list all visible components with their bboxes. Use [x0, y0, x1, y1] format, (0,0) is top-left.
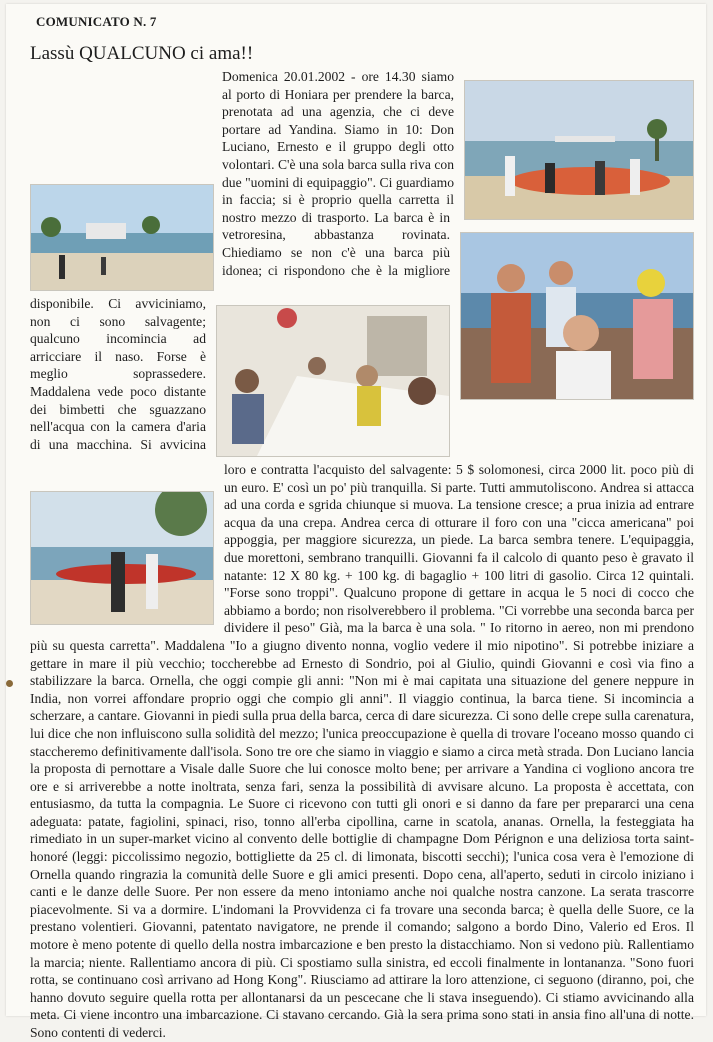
photo-beach-children	[30, 184, 214, 291]
page	[6, 4, 706, 1040]
article-body	[30, 68, 694, 1042]
photo-boat-on-shore	[464, 80, 694, 220]
communique-label: COMUNICATO N. 7	[36, 14, 157, 29]
photo-dinner-table	[216, 305, 450, 457]
photo-group-on-boat	[460, 232, 694, 400]
scan-mark	[6, 680, 13, 687]
article-text: Domenica 20.01.2002 - ore 14.30 siamo al porto di Honiara per prendere la barca, prenotata ad una agenzia, che ci deve portare ad Yandina. Siamo in 10: Don Luciano, Ernesto e il gruppo degli otto volontari. C'è una sola barca sulla riva con due "uomini di equipaggio". Ci guardiamo in faccia; si è proprio quella carretta il nostro mezzo di trasporto. La barca è in vetroresina, abbastanza rovinata. Chiediamo se non c'è una barca più idonea; ci rispondono che è la migliore disponibile. Ci avviciniamo, non ci sono salvagente; qualcuno incomincia ad arricciare il naso. Forse è meglio soprassedere. Maddalena vede poco distante dei bimbetti che sguazzano nell'acqua con la camera d'aria di una macchina. Si avvicina loro e contratta l'acquisto del salvagente: 5 $ solomonesi, circa 2000 lit. poco più di un euro. E' così un po' più tranquilla. Si parte. Tutti ammutoliscono. Andrea si attacca ad una corda e sgrida chiunque si muova. La tensione cresce; a prua inizia ad entrare acqua da una crepa. Andrea cerca di otturare il foro con una "cicca americana" poi appoggia, per maggiore sicurezza, un piede. La barca sembra tenere. L'equipaggia, due morettoni, sembrano tranquilli. Giovanni fa il calcolo di quanto peso è gravato il natante: 12 X 80 kg. + 100 kg. di bagaglio + 100 litri di gasolio. Circa 12 quintali. "Forse sono troppi". Qualcuno propone di gettare in acqua le 5 noci di cocco che abbiamo a bordo; non risolverebbero il problema. "Ci vorrebbe una seconda barca per dividere il peso" Già, ma la barca è una sola. " Io ritorno in aereo, non mi prendono più su questa carretta". Maddalena "Io a giugno divento nonna, voglio vedere il mio nipotino". Si potrebbe iniziare a gettare in mare il più vecchio; toccherebbe ad Ernesto di Sondrio, poi al Giulio, quindi Giovanni e così via fino a stabilizzare la barca. Ornella, che oggi compie gli anni: "Non mi è mai capitata una situazione del genere neppure in India, non vorrei affondare proprio oggi che compio gli anni". Il viaggio continua, la barca tiene. Si incomincia a scherzare, a cantare. Giovanni in piedi sulla prua della barca, cerca di dare sicurezza. Ci sono delle crepe sulla carenatura, lui dice che non influiscono sulla solidità del mezzo; l'unica preoccupazione è quella di trovare l'oceano mosso quando ci staccheremo definitivamente dall'isola. Sono tre ore che siamo in viaggio e siamo a circa metà strada. Don Luciano lancia la proposta di pernottare a Visale dalle Suore che lui conosce molto bene; per arrivare a Yandina ci vogliono ancora tre ore e si arriverebbe a notte inoltrata, senza fari, senza la possibilità di avvisare alcuno. La proposta è accettata, con entusiasmo, da tutta la compagnia. Le Suore ci ricevono con tutti gli onori e si danno da fare per prepararci una cena adeguata: patate, fagiolini, spinaci, riso, tonno all'erba cipollina, carne in scatola, ananas. Ornella, la festeggiata ha rimediato in un super-market vicino al convento delle bottiglie di champagne Dom Pérignon e una deliziosa torta saint-honoré (leggi: piccolissimo negozio, bottigliette da 25 cl. di limonata, biscotti secchi); l'unica cosa vera è l'emozione di Ornella quando ringrazia la comunità delle Suore e gli amici presenti. Dopo cena, all'aperto, seduti in circolo iniziano i canti e le danze delle Suore. Per non essere da meno intoniamo anche noi qualche nostra canzone. La serata trascorre piacevolmente. Si va a dormire. L'indomani la Provvidenza ci fa trovare una seconda barca; è quella delle Suore, ce la prestano volentieri. Giovanni, patentato navigatore, ne prende il comando; salgono a bordo Dino, Valerio ed Eros. Il motore è meno potente di quello della nostra imbarcazione e ben presto la distacchiamo. Non si vedono più. Rallentiamo la marcia; niente. Rallentiamo ancora di più. Ci spostiamo sulla sinistra, ed eccoli finalmente in lontananza. "Sono fuori rotta, se continuano così arrivano ad Hong Kong". Riusciamo ad attirare la loro attenzione, ci seguono (diranno, poi, che hanno dovuto seguire quella rotta per allontanarsi da un pescecane che li stava inseguendo). Ci stiamo avvicinando alla meta. Ci viene incontro una imbarcazione. Ci stavano cercando. Già la sera prima sono stati in ansia fino all'una di notte. Sono contenti di vederci.	[30, 69, 694, 1040]
article-title: Lassù QUALCUNO ci ama!!	[30, 43, 254, 64]
photo-second-boat	[30, 491, 214, 625]
